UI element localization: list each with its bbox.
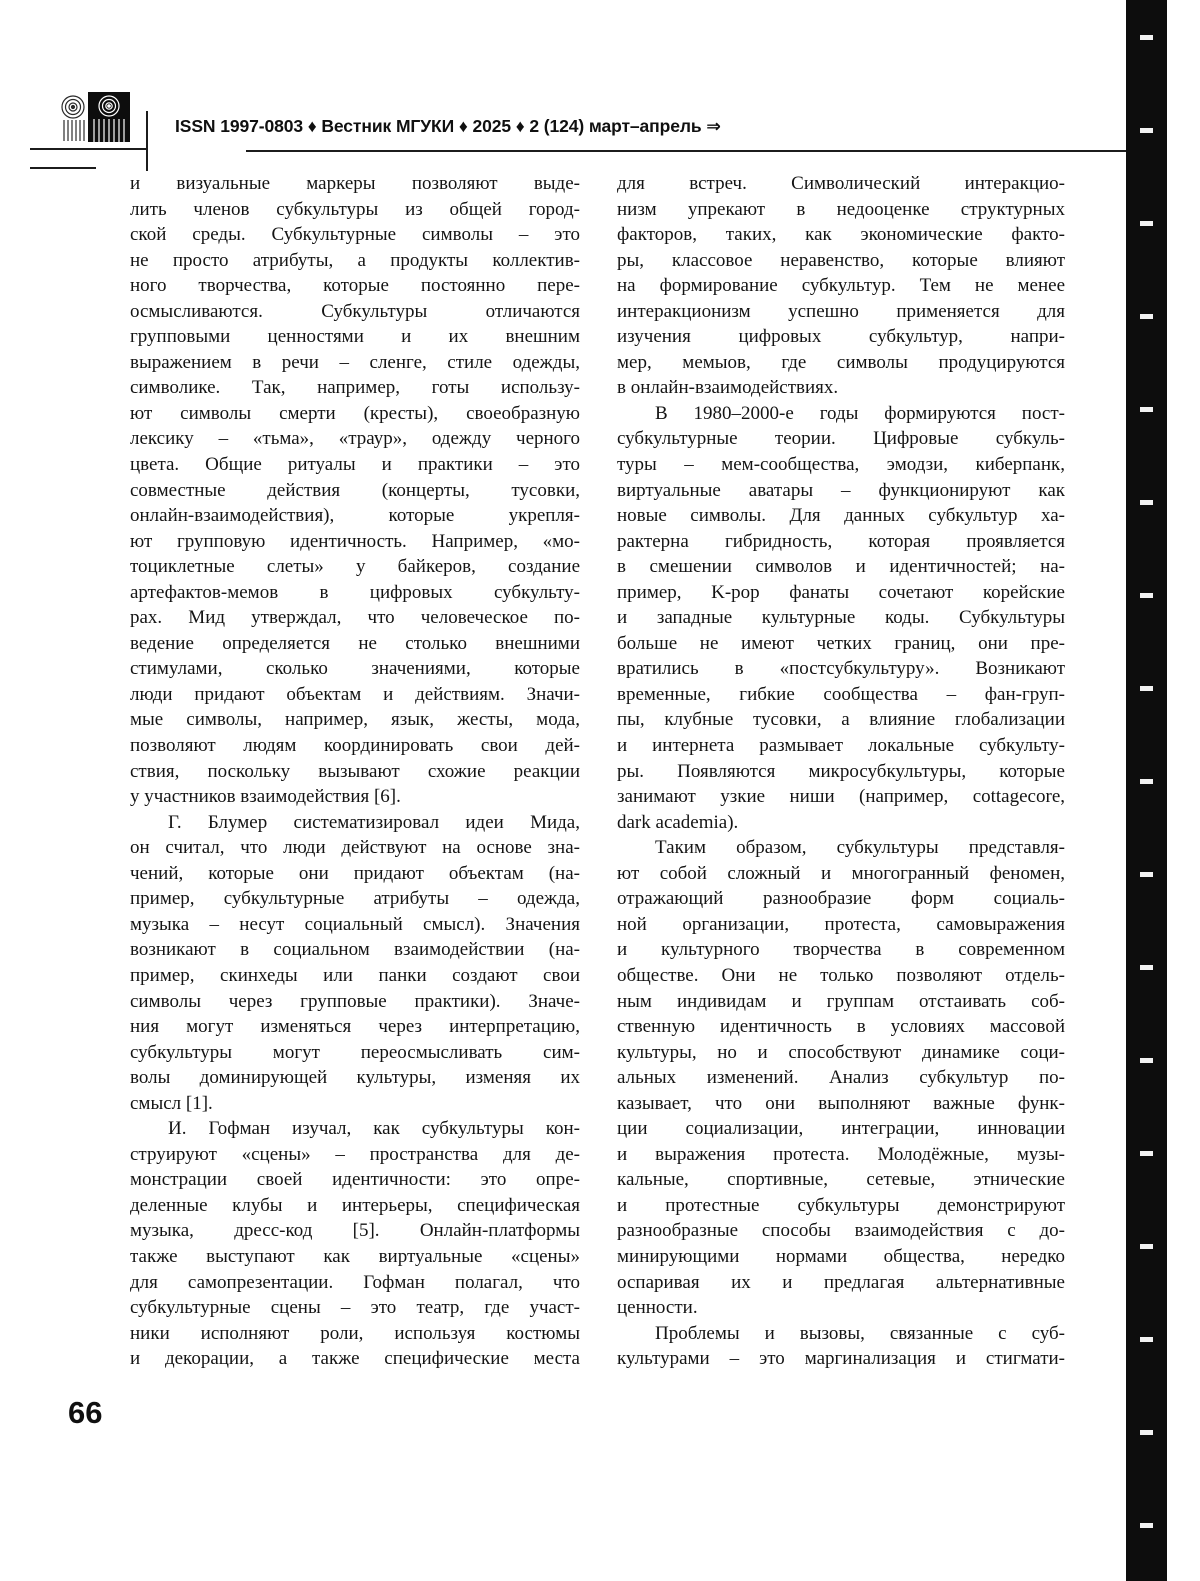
column-right xyxy=(617,171,1065,1372)
text-line: деленные клубы и интерьеры, специфическая xyxy=(130,1194,580,1216)
scan-edge-strip xyxy=(1126,0,1167,1581)
text-line: выражением в речи – сленге, стиле одежды, xyxy=(130,351,580,373)
text-line: вратились в «постсубкультуру». Возникают xyxy=(617,658,1065,680)
text-line: символы через групповые практики). Значе- xyxy=(130,990,580,1012)
text-line: Проблемы и вызовы, связанные с суб- xyxy=(655,1322,1065,1344)
text-line: для самопрезентации. Гофман полагал, что xyxy=(130,1271,580,1293)
text-line: смысл [1]. xyxy=(130,1092,213,1114)
text-line: стимулами, сколько значениями, которые xyxy=(130,658,580,680)
text-line: также выступают как виртуальные «сцены» xyxy=(130,1245,580,1267)
text-line: пример, K-pop фанаты сочетают корейские xyxy=(617,581,1065,603)
text-line: рах. Мид утверждал, что человеческое по- xyxy=(130,607,580,629)
logo-frame-line xyxy=(30,167,96,169)
text-line: оспаривая их и предлагая альтернативные xyxy=(617,1271,1065,1293)
text-line: ры, классовое неравенство, которые влияют xyxy=(617,249,1065,271)
text-line: пример, субкультурные атрибуты – одежда, xyxy=(130,888,580,910)
text-line: виртуальные аватары – функционируют как xyxy=(617,479,1065,501)
page-number: 66 xyxy=(68,1395,103,1430)
header-rule xyxy=(246,150,1128,152)
text-line: ния могут изменяться через интерпретацию, xyxy=(130,1016,580,1038)
text-line: лексику – «тьма», «траур», одежду черного xyxy=(130,428,580,450)
text-line: dark academia). xyxy=(617,811,739,833)
text-line: мые символы, например, язык, жесты, мода, xyxy=(130,709,580,731)
text-line: Таким образом, субкультуры представля- xyxy=(655,837,1065,859)
text-line: больше не имеют четких границ, они пре- xyxy=(617,632,1065,654)
text-line: ют символы смерти (кресты), своеобразную xyxy=(130,402,580,424)
text-line: мер, мемыов, где символы продуцируются xyxy=(617,351,1065,373)
text-line: культуры, но и способствуют динамике соци- xyxy=(617,1041,1065,1063)
text-line: чений, которые они придают объектам (на- xyxy=(130,862,580,884)
text-line: тоциклетные слеты» у байкеров, создание xyxy=(130,556,580,578)
text-line: туры – мем-сообщества, эмодзи, киберпанк, xyxy=(617,454,1065,476)
text-line: занимают узкие ниши (например, cottagecore, xyxy=(617,786,1065,808)
text-line: лить членов субкультуры из общей город- xyxy=(130,198,580,220)
text-line: в смешении символов и идентичностей; на- xyxy=(617,556,1065,578)
text-line: казывает, что они выполняют важные функ- xyxy=(617,1092,1065,1114)
text-line: музыка – несут социальный смысл). Значения xyxy=(130,913,580,935)
logo-frame-line xyxy=(146,111,148,171)
logo-frame-line xyxy=(30,148,147,150)
text-line: ют групповую идентичность. Например, «мо- xyxy=(130,530,580,552)
text-line: рактерна гибридность, которая проявляется xyxy=(617,530,1065,552)
text-line: символике. Так, например, готы использу- xyxy=(130,377,580,399)
text-line: групповыми ценностями и их внешним xyxy=(130,326,580,348)
text-line: и декорации, а также специфические места xyxy=(130,1348,580,1370)
text-line: И. Гофман изучал, как субкультуры кон- xyxy=(168,1118,580,1140)
text-line: и культурного творчества в современном xyxy=(617,939,1065,961)
text-line: и выражения протеста. Молодёжные, музы- xyxy=(617,1143,1065,1165)
text-line: не просто атрибуты, а продукты коллектив- xyxy=(130,249,580,271)
text-line: позволяют людям координировать свои дей- xyxy=(130,735,580,757)
text-line: ры. Появляются микросубкультуры, которые xyxy=(617,760,1065,782)
text-line: возникают в социальном взаимодействии (на- xyxy=(130,939,580,961)
text-line: обществе. Они не только позволяют отдель- xyxy=(617,964,1065,986)
text-line: ной организации, протеста, самовыражения xyxy=(617,913,1065,935)
text-line: отражающий разнообразие форм социаль- xyxy=(617,888,1065,910)
text-line: он считал, что люди действуют на основе зна- xyxy=(130,837,580,859)
text-line: ным индивидам и группам отстаивать соб- xyxy=(617,990,1065,1012)
text-line: у участников взаимодействия [6]. xyxy=(130,786,401,808)
text-line: музыка, дресс-код [5]. Онлайн-платформы xyxy=(130,1220,580,1242)
text-line: пример, скинхеды или панки создают свои xyxy=(130,964,580,986)
text-line: для встреч. Символический интеракцио- xyxy=(617,173,1065,194)
text-line: и интернета размывает локальные субкульту- xyxy=(617,735,1065,757)
text-line: ции социализации, интеграции, инновации xyxy=(617,1118,1065,1140)
text-line: люди придают объектам и действиям. Значи- xyxy=(130,683,580,705)
text-line: цвета. Общие ритуалы и практики – это xyxy=(130,454,580,476)
text-line: артефактов-мемов в цифровых субкульту- xyxy=(130,581,580,603)
text-line: новые символы. Для данных субкультур ха- xyxy=(617,505,1065,527)
text-line: культурами – это маргинализация и стигмати- xyxy=(617,1348,1065,1370)
text-line: осмысливаются. Субкультуры отличаются xyxy=(130,300,580,322)
text-line: альных изменений. Анализ субкультур по- xyxy=(617,1067,1065,1089)
text-line: ской среды. Субкультурные символы – это xyxy=(130,224,580,246)
text-line: монстрации своей идентичности: это опре- xyxy=(130,1169,580,1191)
text-line: субкультурные сцены – это театр, где участ- xyxy=(130,1297,580,1319)
text-line: ного творчества, которые постоянно пере- xyxy=(130,275,580,297)
text-line: в онлайн-взаимодействиях. xyxy=(617,377,839,399)
text-line: временные, гибкие сообщества – фан-груп- xyxy=(617,683,1065,705)
text-line: минирующими нормами общества, нередко xyxy=(617,1245,1065,1267)
text-line: кальные, спортивные, сетевые, этнические xyxy=(617,1169,1065,1191)
text-line: изучения цифровых субкультур, напри- xyxy=(617,326,1065,348)
text-line: и визуальные маркеры позволяют выде- xyxy=(130,173,580,194)
text-line: факторов, таких, как экономические факто- xyxy=(617,224,1065,246)
text-line: низм упрекают в недооценке структурных xyxy=(617,198,1065,220)
text-line: и протестные субкультуры демонстрируют xyxy=(617,1194,1065,1216)
text-line: онлайн-взаимодействия), которые укрепля- xyxy=(130,505,580,527)
text-line: ники исполняют роли, используя костюмы xyxy=(130,1322,580,1344)
text-line: на формирование субкультур. Тем не менее xyxy=(617,275,1065,297)
text-line: ведение определяется не столько внешними xyxy=(130,632,580,654)
text-line: волы доминирующей культуры, изменяя их xyxy=(130,1067,580,1089)
text-line: В 1980–2000-е годы формируются пост- xyxy=(655,402,1065,424)
text-line: ценности. xyxy=(617,1297,698,1319)
text-line: совместные действия (концерты, тусовки, xyxy=(130,479,580,501)
text-line: струируют «сцены» – пространства для де- xyxy=(130,1143,580,1165)
journal-header-text: ISSN 1997-0803 ♦ Вестник МГУКИ ♦ 2025 ♦ 2 (124) март–апрель ⇒ xyxy=(175,116,721,136)
column-left xyxy=(130,171,580,1372)
text-line: разнообразные способы взаимодействия с до- xyxy=(617,1220,1065,1242)
text-line: субкультурные теории. Цифровые субкуль- xyxy=(617,428,1065,450)
journal-logo-icon xyxy=(58,92,130,142)
text-line: ют собой сложный и многогранный феномен, xyxy=(617,862,1065,884)
text-line: и западные культурные коды. Субкультуры xyxy=(617,607,1065,629)
text-line: пы, клубные тусовки, а влияние глобализации xyxy=(617,709,1065,731)
text-line: интеракционизм успешно применяется для xyxy=(617,300,1065,322)
text-line: ственную идентичность в условиях массовой xyxy=(617,1016,1065,1038)
text-line: Г. Блумер систематизировал идеи Мида, xyxy=(168,811,580,833)
text-line: ствия, поскольку вызывают схожие реакции xyxy=(130,760,580,782)
text-line: субкультуры могут переосмысливать сим- xyxy=(130,1041,580,1063)
